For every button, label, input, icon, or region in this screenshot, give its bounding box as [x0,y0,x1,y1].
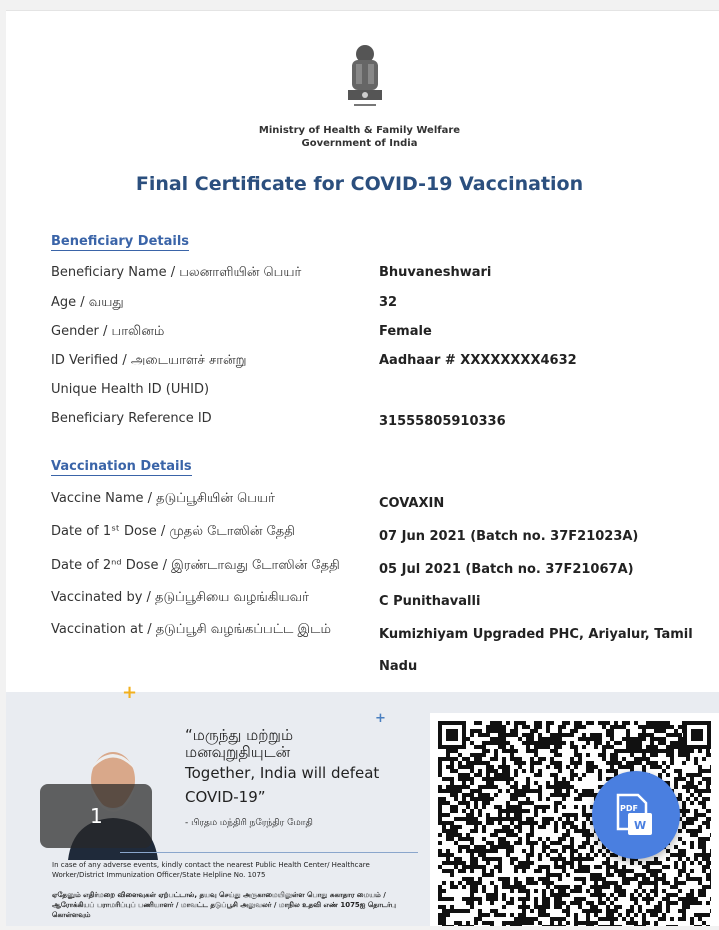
label-vaccination-at: Vaccination at / தடுப்பூசி வழங்கப்பட்ட இடம் [51,622,331,637]
label-vaccinated-by: Vaccinated by / தடுப்பூசியை வழங்கியவர் [51,590,309,605]
label-gender: Gender / பாலினம் [51,324,165,339]
helpline-tamil: ஏதேனும் எதிர்மறை விளைவுகள் ஏற்பட்டால், தயவு செய்து அருகாமையிலுள்ள பொது சுகாதார மையம் / ஆரோக்கியப் பராமரிப்புப் பணியாளர் / மாவட்ட தடுப்பூசி அலுவலர் / மாநில உதவி எண் 1075ஐ தொடர்பு கொள்ளவும் [52,891,396,919]
label-vaccine: Vaccine Name / தடுப்பூசியின் பெயர் [51,491,275,506]
value-vaccination-at: Kumizhiyam Upgraded PHC, Ariyalur, Tamil [379,627,693,642]
label-dose1: Date of 1ˢᵗ Dose / முதல் டோஸின் தேதி [51,524,295,539]
value-age: 32 [379,295,398,310]
national-emblem-icon [342,42,388,118]
qr-finder-pattern [691,729,703,741]
qr-finder-pattern [446,729,458,741]
quote-tamil-line1: “மருந்து மற்றும் [185,726,294,744]
label-uhid: Unique Health ID (UHID) [51,382,210,397]
plus-decoration-icon: + [375,711,386,726]
value-name: Bhuvaneshwari [379,265,492,280]
helpline-english: In case of any adverse events, kindly contact the nearest Public Health Center/ Healthcare Worker/District Immunization Officer/State Helpline No. 1075 [52,861,370,879]
value-dose1: 07 Jun 2021 (Batch no. 37F21023A) [379,529,639,544]
value-vaccination-at-cont: Nadu [379,659,418,674]
plus-decoration-icon: + [122,682,138,703]
beneficiary-details-heading: Beneficiary Details [51,234,190,249]
label-id: ID Verified / அடையாளச் சான்று [51,353,247,368]
quote-tamil-line2: மனவுறுதியுடன் [185,743,291,761]
certificate-title: Final Certificate for COVID-19 Vaccination [135,173,584,195]
label-name: Beneficiary Name / பலனாளியின் பெயர் [51,265,302,280]
value-gender: Female [379,324,432,339]
quote-english-line1: Together, India will defeat [185,764,380,782]
svg-text:PDF: PDF [620,804,638,813]
government-name: Government of India [301,138,418,149]
vaccination-details-heading: Vaccination Details [51,459,192,474]
svg-text:W: W [634,819,647,832]
ministry-name: Ministry of Health & Family Welfare [258,125,461,136]
pdf-file-icon [592,771,680,859]
value-vaccinated-by: C Punithavalli [379,594,481,609]
quote-english-line2: COVID-19” [185,788,266,806]
label-age: Age / வயது [51,295,124,310]
value-id: Aadhaar # XXXXXXXX4632 [379,353,577,368]
label-reference-id: Beneficiary Reference ID [51,411,212,426]
page-number: 1 [90,804,103,828]
value-vaccine: COVAXIN [379,496,445,511]
value-dose2: 05 Jul 2021 (Batch no. 37F21067A) [379,562,634,577]
quote-attribution: - பிரதம மந்திரி நரேந்திர மோதி [185,818,313,828]
label-dose2: Date of 2ⁿᵈ Dose / இரண்டாவது டோஸின் தேதி [51,558,340,573]
open-pdf-button[interactable] [592,771,680,859]
footer-divider [120,852,418,853]
value-reference-id: 31555805910336 [379,414,506,429]
page-indicator [40,784,152,848]
